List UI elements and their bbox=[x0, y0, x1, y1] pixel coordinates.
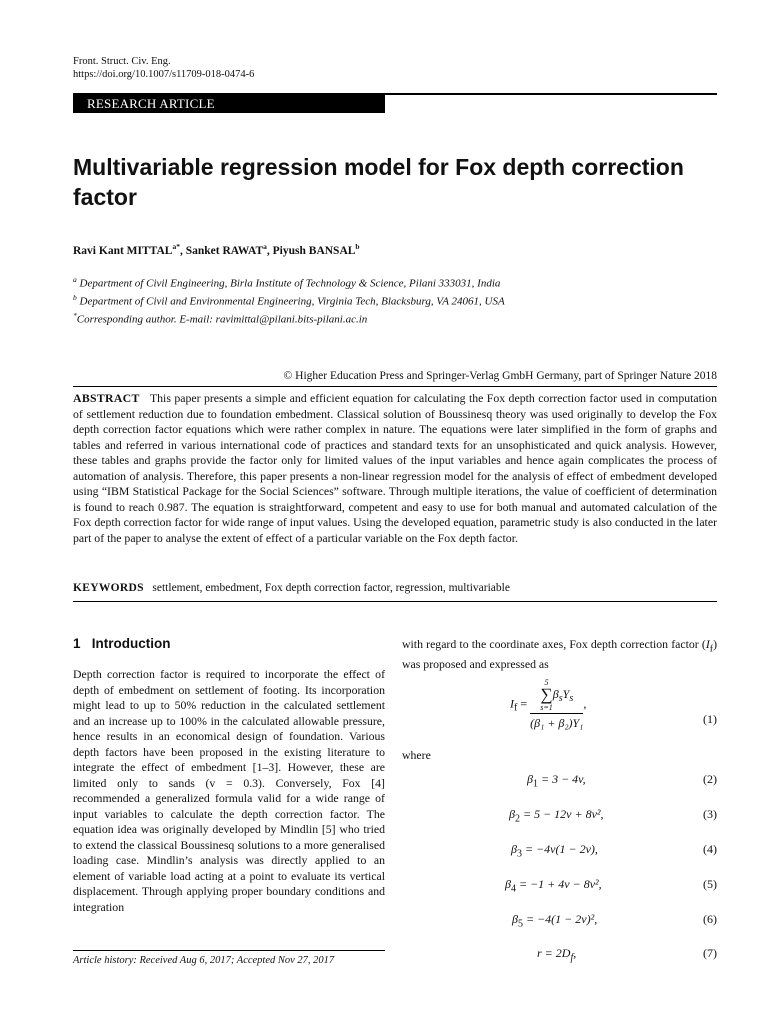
author-name: Ravi Kant MITTAL bbox=[73, 244, 173, 257]
author-sup: a bbox=[263, 242, 267, 251]
author-list: Ravi Kant $MITTAL^{a*}$, Sanket RAWAT$^a$, Piyush BANSAL$^b$ bbox=[73, 242, 360, 257]
equation-number: (6) bbox=[703, 912, 717, 926]
abstract bbox=[73, 391, 717, 546]
abstract-top-rule bbox=[73, 386, 717, 387]
affiliation: $^b$ Department of Civil and Environmental Engineering, Virginia Tech, Blacksburg, VA 24061, USA bbox=[73, 293, 505, 308]
author-sup: b bbox=[355, 242, 360, 251]
doi-link[interactable]: https://doi.org/10.1007/s11709-018-0474-6 bbox=[73, 69, 255, 80]
equation-3: $\beta_2 = 5 - 12v + 8v^2$, bbox=[509, 807, 604, 825]
abstract-text: This paper presents a simple and efficient equation for calculating the Fox depth correction factor used in computation of settlement reduction due to foundation embedment. Classical solution of Boussinesq theory was used originally to develop the Fox depth correction factor equations which were rather complex in nature. The equations were later simplified in the form of graphs and tables and referred in various international code of practices and standard texts for an unsophisticated and quick analysis. However, these tables and graphs provide the factor only for limited values of the input variables and hence again complicates the process of automation of analysis. Therefore, this paper presents a non-linear regression model for the analysis of effect of embedment developed using “IBM Statistical Package for the Social Sciences” software. Through multiple iterations, the value of coefficient of determination is found to reach 0.987. The equation is straightforward, competent and easy to use for both manual and automated calculation of the Fox depth correction factor for wide range of input values. Using the developed equation, parametric study is also conducted in the later part of the paper to analyse the extent of effect of a particular variable on the Fox depth factor. bbox=[73, 391, 717, 545]
copyright-notice: © Higher Education Press and Springer-Verlag GmbH Germany, part of Springer Nature 2018 bbox=[283, 370, 717, 382]
equation-6: $\beta_5 = -4(1 - 2v)^2$, bbox=[512, 912, 598, 930]
paper-title: Multivariable regression model for Fox depth correction factor bbox=[73, 154, 684, 210]
affiliation: $^a$ Department of Civil Engineering, Birla Institute of Technology & Science, Pilani 333031, India bbox=[73, 275, 501, 290]
abstract-label: ABSTRACT bbox=[73, 391, 140, 405]
where-label: where bbox=[402, 748, 431, 762]
equation-number: (5) bbox=[703, 877, 717, 891]
journal-name: Front. Struct. Civ. Eng. bbox=[73, 56, 171, 67]
equation-7: $r = 2D_f$, bbox=[537, 946, 577, 964]
equation-2: $\beta_1 = 3 - 4v$, bbox=[527, 772, 586, 790]
keywords bbox=[73, 582, 510, 594]
corresponding-author: *Corresponding author. E-mail: ravimittal@pilani.bits-pilani.ac.in bbox=[73, 311, 368, 326]
article-type-banner: RESEARCH ARTICLE bbox=[73, 95, 385, 113]
author-sup: a* bbox=[172, 242, 180, 251]
summation-symbol: 5 ∑ s=1 bbox=[540, 678, 553, 712]
equation-number: (2) bbox=[703, 772, 717, 786]
author-name: Sanket RAWAT bbox=[185, 244, 264, 257]
author-name: Piyush BANSAL bbox=[272, 244, 356, 257]
footnote-rule bbox=[73, 950, 385, 951]
keywords-bottom-rule bbox=[73, 601, 717, 602]
equation-number: (1) bbox=[703, 712, 717, 726]
article-history: Article history: Received Aug 6, 2017; Accepted Nov 27, 2017 bbox=[73, 955, 335, 966]
equation-5: $\beta_4 = -1 + 4v - 8v^2$, bbox=[505, 877, 602, 895]
intro-paragraph: Depth correction factor is required to incorporate the effect of depth of embedment on settlement of footing. Its incorporation might lead to up to 50% reduction in the calculated settlement and an increase up to 100% in the calculated allowable pressure, hence results in an economical design of foundation. Various depth factors have been proposed in the existing literature to integrate the effect of embedment [1–3]. However, these are limited only to sands (v = 0.3). Conversely, Fox [4] recommended a generalized formula valid for a wide range of input variables to calculate the depth correction factor. The equation idea was originally developed by Mindlin [5] who tried to extend the classical Boussinesq solutions to a more generalised loading case. Mindlin’s analysis was directly applied to an element of variable load acting at a point to evaluate its vertical displacement. Through applying proper boundary conditions and integration bbox=[73, 667, 385, 914]
section-heading: 1 Introduction bbox=[73, 636, 171, 651]
keywords-label: KEYWORDS bbox=[73, 582, 144, 594]
equation-number: (3) bbox=[703, 807, 717, 821]
intro-continuation: with regard to the coordinate axes, Fox depth correction factor $(I_f)$ was proposed and expressed as bbox=[402, 637, 717, 671]
equation-number: (4) bbox=[703, 842, 717, 856]
equation-number: (7) bbox=[703, 946, 717, 960]
journal-header bbox=[73, 55, 254, 81]
keywords-text: settlement, embedment, Fox depth correction factor, regression, multivariable bbox=[152, 582, 510, 594]
equation-4: $\beta_3 = -4v(1 - 2v)$, bbox=[511, 842, 598, 860]
equation-1: $I_f$ = 5 ∑ s=1 $\beta_sY_s$ (β₁ + β₂)Y₁ , bbox=[510, 678, 587, 730]
